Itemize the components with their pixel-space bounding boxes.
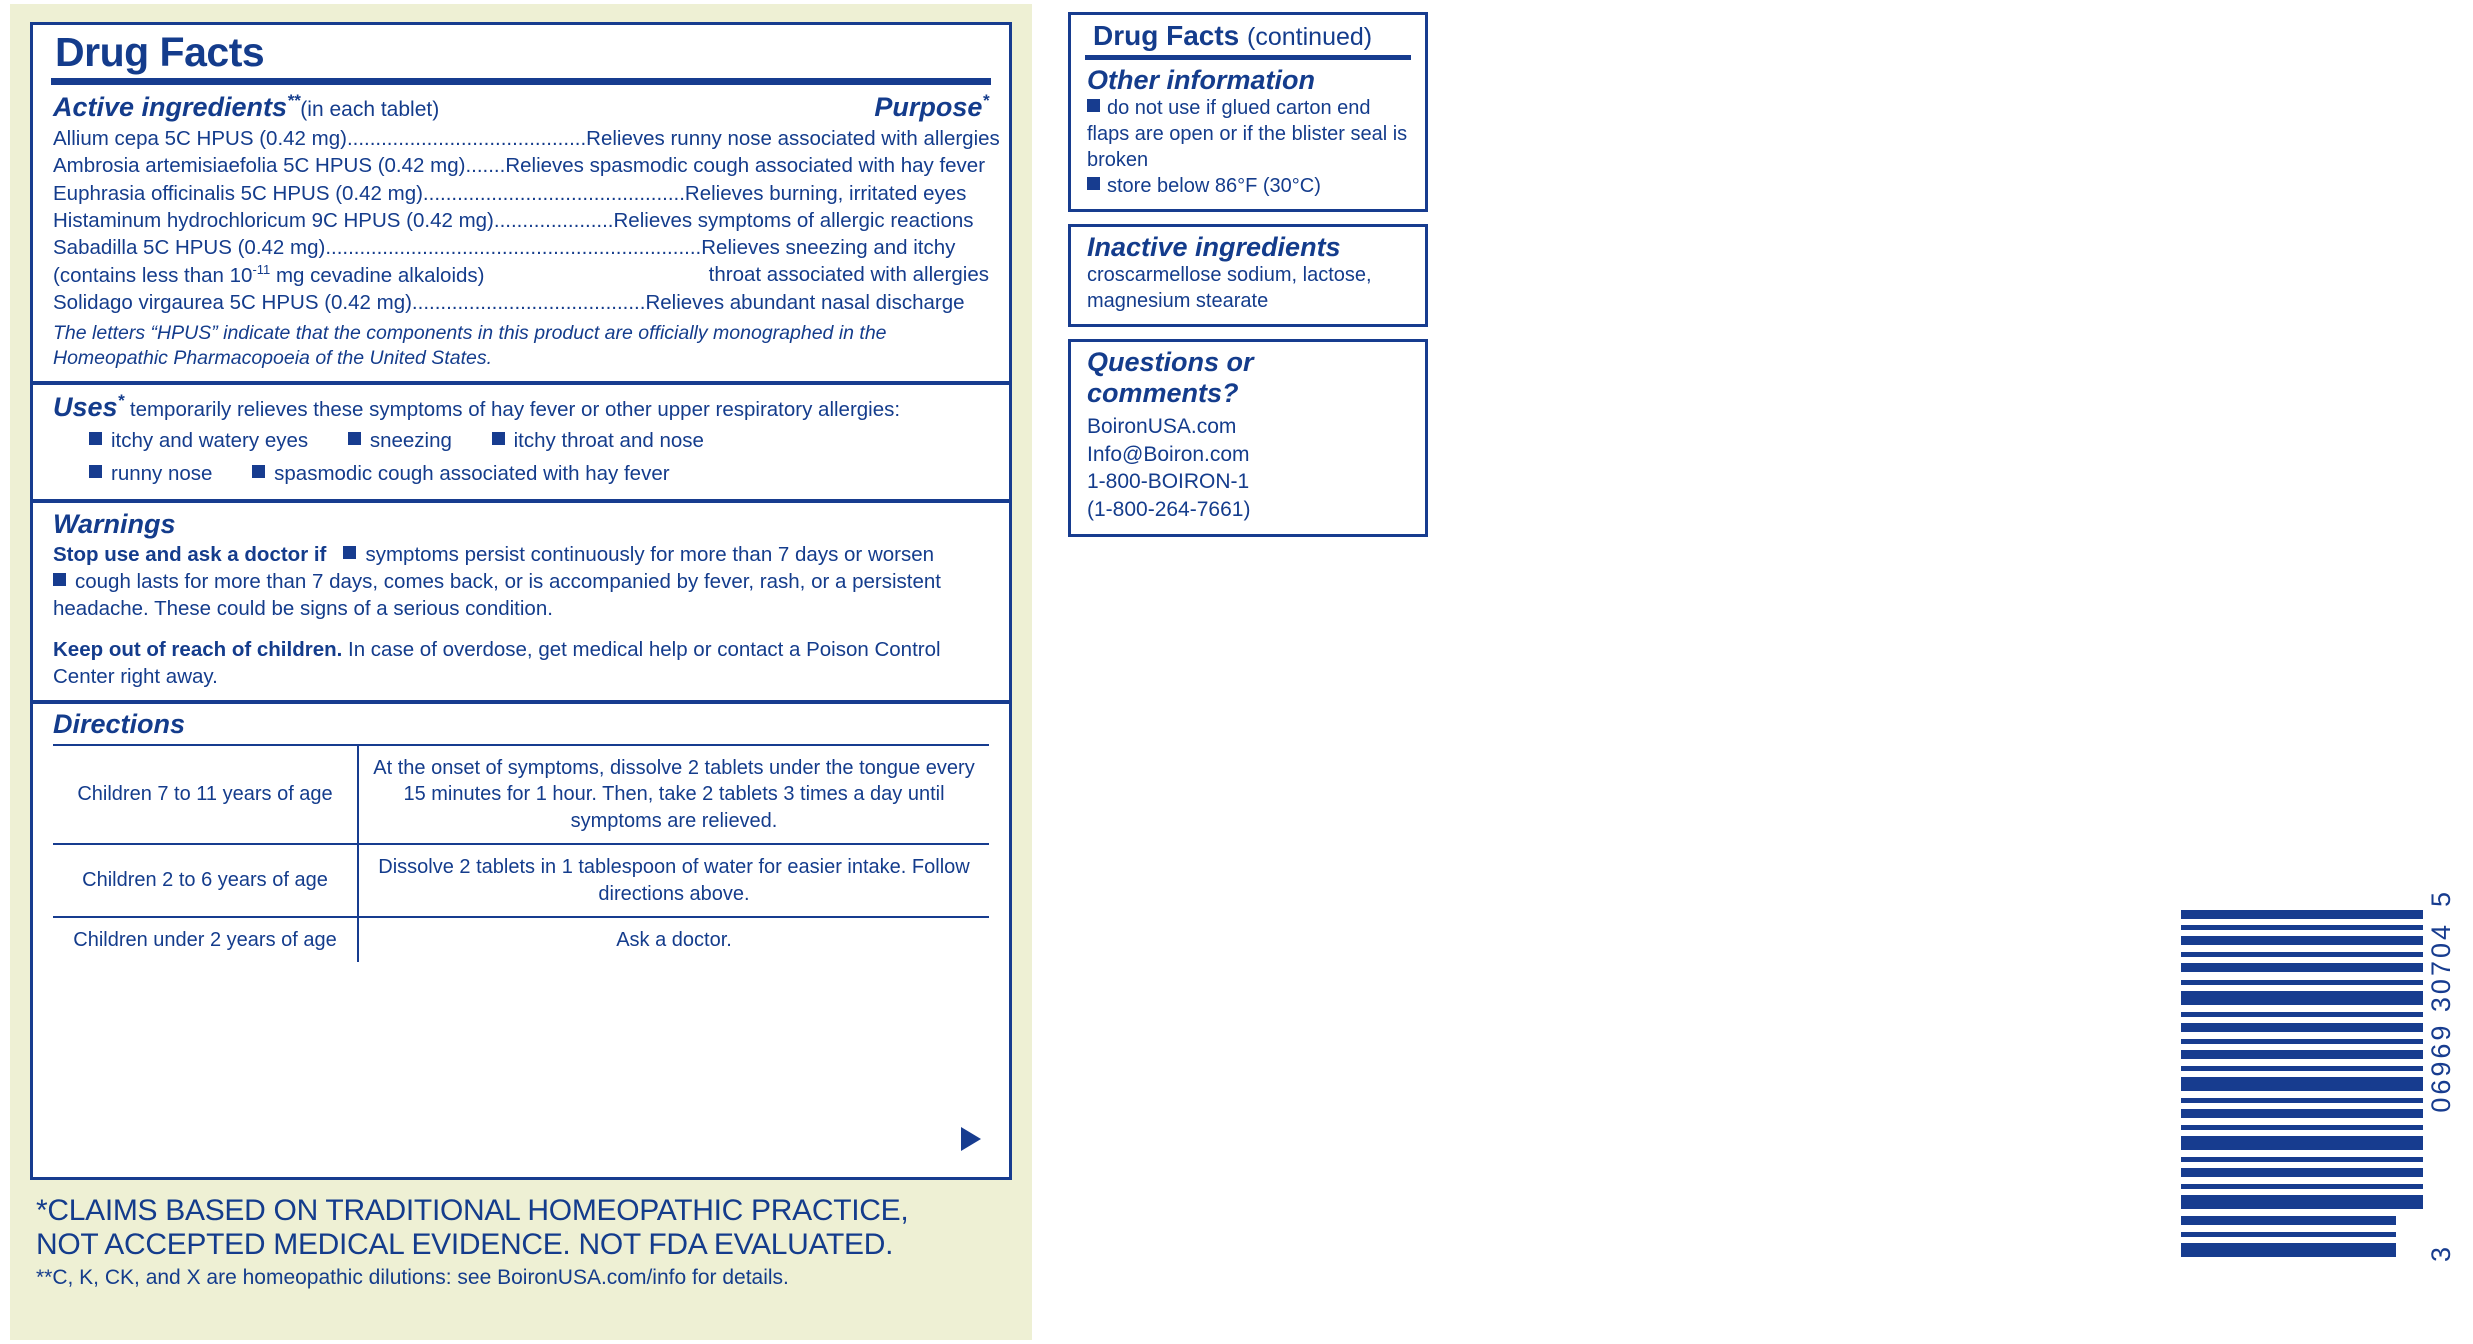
bullet-square-icon: [343, 546, 356, 559]
drug-facts-continued-box: [1068, 12, 1428, 212]
stop-use-line: [53, 541, 989, 568]
other-information-section: [1071, 60, 1425, 209]
barcode-right-digit: 5: [2426, 892, 2456, 908]
ingredient-name: Sabadilla 5C HPUS (0.42 mg): [53, 236, 326, 260]
uses-bullet-label: runny nose: [111, 462, 213, 486]
stop-use-line-2: [53, 568, 989, 623]
stop-use-label: Stop use and ask a doctor if: [53, 542, 327, 566]
inactive-ingredients-text: croscarmellose sodium, lactose, magnesium stearate: [1087, 264, 1372, 313]
inactive-ingredients-heading: Inactive ingredients: [1087, 232, 1341, 263]
purpose-sup: *: [982, 91, 989, 111]
continue-arrow-icon: [961, 1127, 981, 1151]
directions-instruction: Ask a doctor.: [358, 917, 989, 962]
right-label-column: [1068, 12, 2456, 1263]
directions-instruction: At the onset of symptoms, dissolve 2 tablets under the tongue every 15 minutes for 1 hour. Then, take 2 tablets 3 times a day until symptoms are relieved.: [358, 745, 989, 844]
other-information-heading: Other information: [1087, 65, 1315, 95]
email-link[interactable]: Info@Boiron.com: [1087, 442, 1250, 466]
phone-number-alt[interactable]: (1-800-264-7661): [1087, 498, 1251, 522]
uses-section: [33, 385, 1009, 498]
bullet-square-icon: [89, 465, 102, 478]
active-ingredients-note: (in each tablet): [300, 98, 440, 122]
uses-bullet: [252, 459, 669, 489]
leader-dots: .....................: [493, 208, 614, 232]
directions-heading: Directions: [53, 709, 186, 739]
claims-line-3: **C, K, CK, and X are homeopathic dilutions: see BoironUSA.com/info for details.: [36, 1266, 789, 1290]
uses-bullet: [89, 426, 308, 456]
table-row: [53, 844, 989, 917]
bullet-square-icon: [1087, 99, 1100, 112]
leader-dots: .........................................: [411, 291, 646, 315]
leader-dots: ..............................................: [422, 181, 685, 205]
ingredient-purpose: Relieves symptoms of allergic reactions: [613, 208, 974, 232]
directions-age: Children 2 to 6 years of age: [53, 844, 358, 917]
uses-bullet-label: spasmodic cough associated with hay fever: [274, 462, 670, 486]
leader-dots: ..........................................: [346, 127, 587, 151]
ingredient-purpose: Relieves spasmodic cough associated with hay fever: [505, 154, 986, 178]
purpose-label: Purpose: [874, 92, 983, 123]
website-link[interactable]: BoironUSA.com: [1087, 414, 1237, 438]
ingredient-purpose: Relieves runny nose associated with allergies: [586, 127, 1000, 151]
bullet-square-icon: [252, 465, 265, 478]
keep-out-line: [53, 636, 989, 691]
table-row: [53, 745, 989, 844]
ingredient-row: [53, 180, 989, 207]
bullet-square-icon: [89, 432, 102, 445]
ingredient-row: [53, 207, 989, 234]
inactive-ingredients-section: [1071, 227, 1425, 324]
questions-box: [1068, 339, 1428, 536]
other-info-bullet-2-label: store below 86°F (30°C): [1107, 175, 1321, 198]
left-label-panel: [10, 4, 1032, 1340]
ingredient-name: Allium cepa 5C HPUS (0.42 mg): [53, 127, 347, 151]
warnings-section: [33, 503, 1009, 700]
questions-section: [1071, 342, 1425, 533]
ingredient-row: [53, 289, 989, 316]
active-ingredients-section: [33, 85, 1009, 381]
warnings-heading: Warnings: [53, 508, 176, 539]
other-info-bullet-1: [1087, 95, 1409, 173]
uses-label: Uses: [53, 392, 118, 423]
uses-bullet-label: itchy throat and nose: [513, 429, 704, 453]
leader-dots: ..................................................................: [325, 236, 702, 260]
active-ingredients-label: Active ingredients: [53, 92, 288, 123]
uses-bullet-label: itchy and watery eyes: [111, 429, 309, 453]
directions-section: [33, 704, 1009, 962]
active-ingredients-heading: [53, 91, 439, 123]
bullet-square-icon: [348, 432, 361, 445]
ingredient-row: [53, 125, 1000, 152]
ingredient-purpose: Relieves burning, irritated eyes: [684, 181, 967, 205]
leader-dots: .......: [465, 154, 506, 178]
page-title: Drug Facts: [55, 29, 265, 75]
directions-age: Children under 2 years of age: [53, 917, 358, 962]
uses-bullets-row-1: [53, 426, 989, 456]
claims-line-1: *CLAIMS BASED ON TRADITIONAL HOMEOPATHIC PRACTICE,: [36, 1194, 909, 1227]
ingredient-name: Ambrosia artemisiaefolia 5C HPUS (0.42 mg): [53, 154, 466, 178]
active-ingredients-header: [53, 91, 989, 123]
ingredient-purpose: Relieves abundant nasal discharge: [645, 291, 965, 315]
sabadilla-purpose-cont: throat associated with allergies: [708, 263, 989, 287]
bullet-square-icon: [53, 573, 66, 586]
directions-age: Children 7 to 11 years of age: [53, 745, 358, 844]
continued-title-main: Drug Facts: [1093, 20, 1240, 51]
table-row: [53, 917, 989, 962]
barcode-left-digit: 3: [2426, 1247, 2456, 1263]
barcode-digits: 06969 30704: [2426, 922, 2456, 1113]
other-info-bullet-1-label: do not use if glued carton end flaps are open or if the blister seal is broken: [1087, 97, 1408, 172]
active-ingredients-sup: **: [287, 91, 301, 111]
questions-heading-line-2: comments?: [1087, 377, 1239, 408]
uses-header: [53, 391, 989, 423]
purpose-heading: [874, 91, 989, 123]
uses-sup: *: [117, 391, 125, 411]
bullet-square-icon: [1087, 177, 1100, 190]
sabadilla-subnote-row: [53, 261, 989, 289]
continued-title: [1071, 15, 1425, 52]
ingredient-row: [53, 152, 989, 179]
uses-bullet: [492, 426, 704, 456]
directions-instruction: Dissolve 2 tablets in 1 tablespoon of water for easier intake. Follow directions above.: [358, 844, 989, 917]
uses-bullet: [89, 459, 212, 489]
uses-bullets-row-2: [53, 459, 989, 489]
hpus-note: The letters “HPUS” indicate that the components in this product are officially monographed in the Homeopathic Pharmacopoeia of the United States.: [53, 321, 887, 369]
drug-facts-box: [30, 22, 1012, 1180]
ingredient-row: [53, 234, 989, 261]
stop-use-bullet-2: cough lasts for more than 7 days, comes back, or is accompanied by fever, rash, or a persistent headache. These could be signs of a serious condition.: [53, 570, 941, 621]
uses-bullet: [348, 426, 452, 456]
uses-bullet-label: sneezing: [369, 429, 452, 453]
ingredient-name: Histaminum hydrochloricum 9C HPUS (0.42 mg): [53, 208, 494, 232]
phone-number[interactable]: 1-800-BOIRON-1: [1087, 470, 1250, 494]
other-info-bullet-2: [1087, 173, 1409, 199]
keep-out-label: Keep out of reach of children.: [53, 637, 343, 661]
barcode: [2173, 892, 2473, 1292]
directions-table: [53, 744, 989, 962]
stop-use-bullet-1: symptoms persist continuously for more than 7 days or worsen: [365, 542, 935, 566]
claims-footnote: [30, 1194, 1012, 1290]
claims-line-2: NOT ACCEPTED MEDICAL EVIDENCE. NOT FDA EVALUATED.: [36, 1227, 894, 1261]
questions-heading-line-1: Questions or: [1087, 347, 1254, 378]
title-divider: [51, 78, 991, 85]
ingredient-purpose: Relieves sneezing and itchy: [701, 236, 956, 260]
uses-heading: [53, 392, 124, 422]
bullet-square-icon: [492, 432, 505, 445]
inactive-ingredients-box: [1068, 224, 1428, 327]
continued-title-suffix: (continued): [1247, 23, 1373, 51]
ingredient-name: Euphrasia officinalis 5C HPUS (0.42 mg): [53, 181, 423, 205]
keep-out-text: In case of overdose, get medical help or contact a Poison Control Center right away.: [53, 637, 941, 688]
uses-intro: temporarily relieves these symptoms of hay fever or other upper respiratory allergies:: [124, 398, 901, 422]
ingredient-name: Solidago virgaurea 5C HPUS (0.42 mg): [53, 291, 412, 315]
sabadilla-subnote: (contains less than $10^{-11}$ mg cevadine alkaloids): [53, 262, 485, 288]
